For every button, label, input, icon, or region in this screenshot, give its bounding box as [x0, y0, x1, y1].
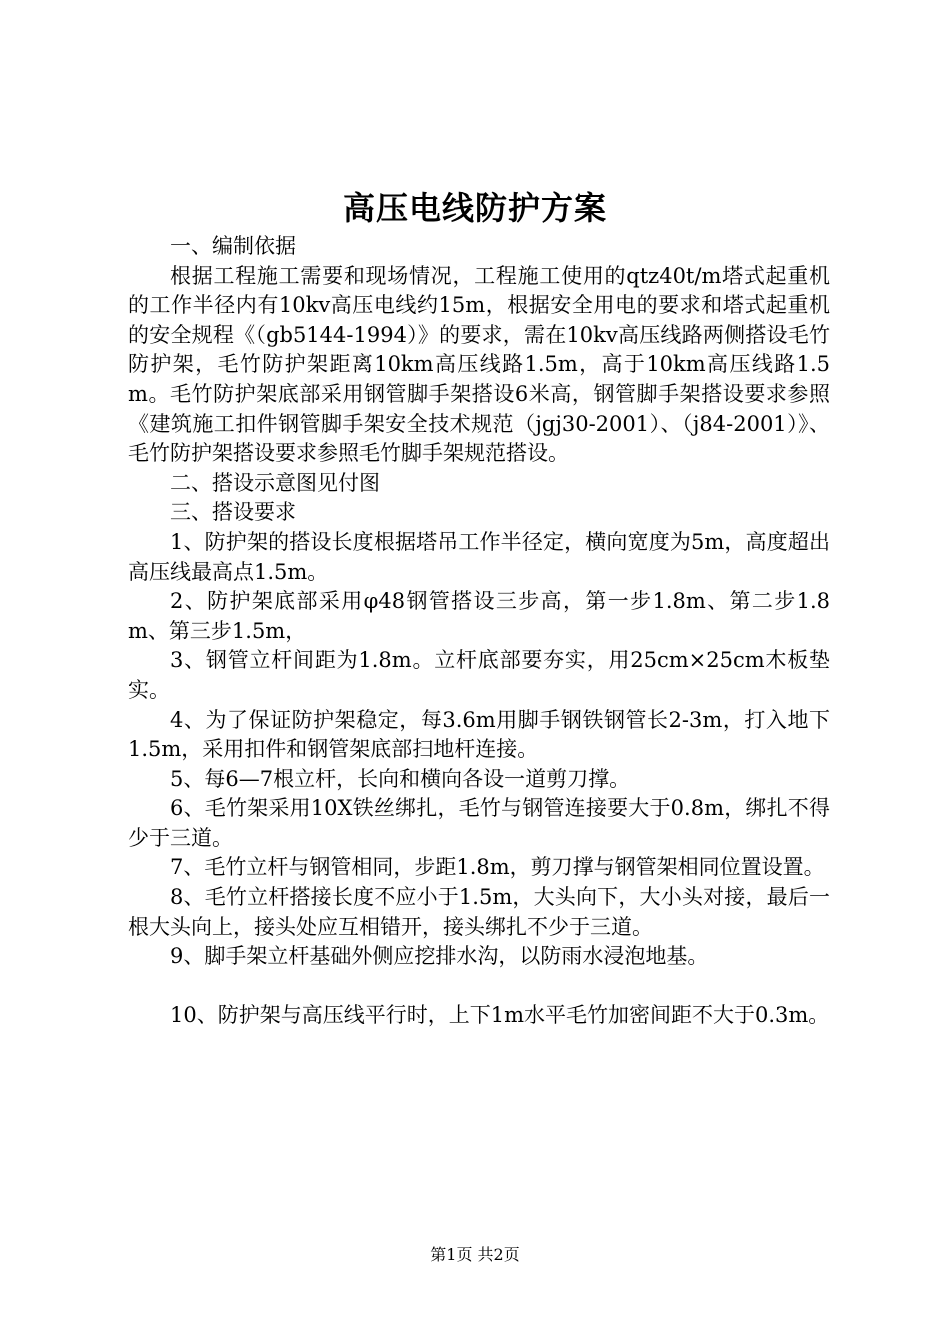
requirement-item-6: 6、毛竹架采用10X铁丝绑扎，毛竹与钢管连接要大于0.8m，绑扎不得少于三道。 [128, 796, 830, 850]
requirement-item-7: 7、毛竹立杆与钢管相同，步距1.8m，剪刀撑与钢管架相同位置设置。 [170, 855, 825, 880]
section-heading-diagram: 二、搭设示意图见付图 [170, 470, 380, 495]
requirement-item-2: 2、防护架底部采用φ48钢管搭设三步高，第一步1.8m、第二步1.8m、第三步1.5m， [128, 589, 830, 643]
requirement-item-9: 9、脚手架立杆基础外侧应挖排水沟，以防雨水浸泡地基。 [170, 944, 709, 969]
requirement-item-3: 3、钢管立杆间距为1.8m。立杆底部要夯实，用25cm×25cm木板垫实。 [128, 648, 830, 702]
requirement-item-8: 8、毛竹立杆搭接长度不应小于1.5m，大头向下，大小头对接，最后一根大头向上，接头处应互相错开，接头绑扎不少于三道。 [128, 885, 830, 939]
requirement-item-5: 5、每6—7根立杆，长向和横向各设一道剪刀撑。 [170, 766, 631, 791]
document-body [128, 232, 830, 1031]
document-title: 高压电线防护方案 [342, 189, 607, 227]
section-heading-basis: 一、编制依据 [170, 234, 296, 258]
requirement-item-1: 1、防护架的搭设长度根据塔吊工作半径定，横向宽度为5m，高度超出高压线最高点1.5m。 [128, 529, 830, 584]
requirement-item-10: 10、防护架与高压线平行时，上下1m水平毛竹加密间距不大于0.3m。 [170, 1003, 830, 1028]
paragraph-basis: 根据工程施工需要和现场情况，工程施工使用的qtz40t/m塔式起重机的工作半径内有10kv高压电线约15m，根据安全用电的要求和塔式起重机的安全规程《（gb5144-1994）》的要求，需在10kv高压线路两侧搭设毛竹防护架，毛竹防护架距离10km高压线路1.5m，高于10km高压线路1.5m。毛竹防护架底部采用钢管脚手架搭设6米高，钢管脚手架搭设要求参照《建筑施工扣件钢管脚手架安全技术规范（jgj30-2001）、（j84-2001）》、毛竹防护架搭设要求参照毛竹脚手架规范搭设。 [128, 263, 830, 466]
section-heading-requirements: 三、搭设要求 [170, 500, 296, 525]
page-number: 第1页 共2页 [430, 1245, 520, 1264]
requirement-item-4: 4、为了保证防护架稳定，每3.6m用脚手钢铁钢管长2-3m，打入地下1.5m，采用扣件和钢管架底部扫地杆连接。 [128, 707, 830, 762]
